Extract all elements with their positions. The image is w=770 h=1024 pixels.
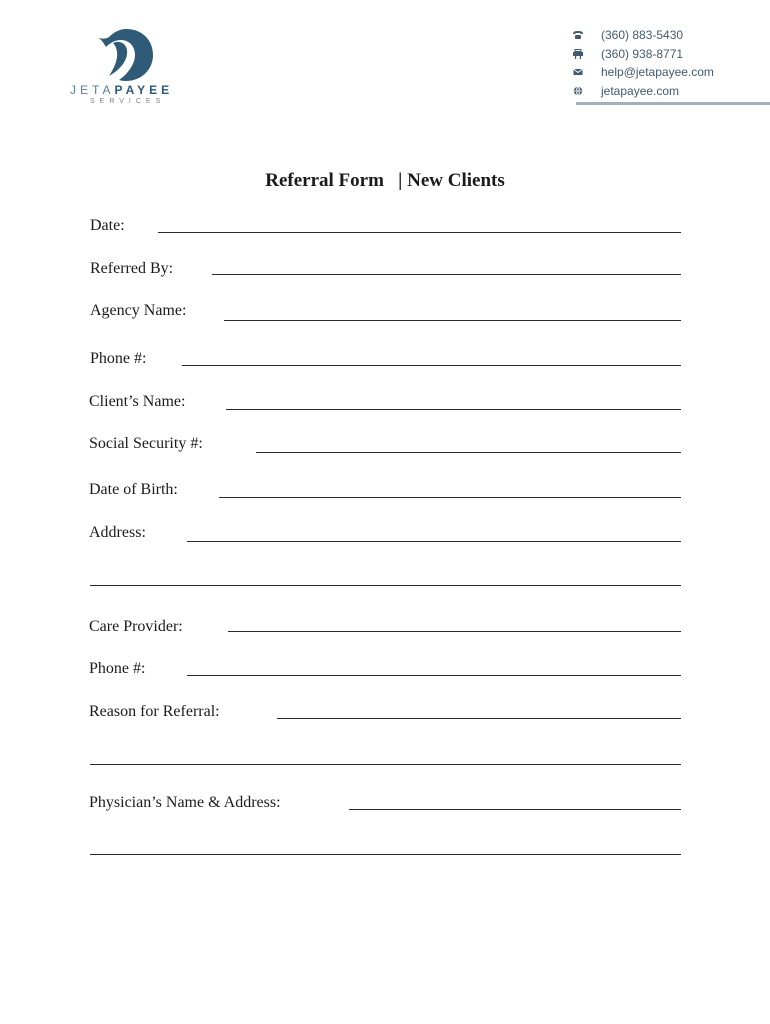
care-provider-label: Care Provider: [89, 618, 183, 635]
date-of-birth-label: Date of Birth: [89, 481, 178, 498]
contact-phone [572, 26, 770, 45]
address-label: Address: [89, 524, 146, 541]
physician-name-address-field[interactable] [349, 809, 681, 810]
date-field[interactable] [158, 232, 681, 233]
physician-name-address-label: Physician’s Name & Address: [89, 794, 281, 811]
care-provider-phone-label: Phone #: [89, 660, 146, 677]
brand-name [70, 83, 173, 97]
address-field-line-2[interactable] [90, 585, 681, 586]
contact-website-value[interactable]: jetapayee.com [601, 83, 680, 98]
physician-name-address-field-line-2[interactable] [90, 854, 681, 855]
referred-by-label: Referred By: [90, 260, 174, 277]
brand-subtitle: SERVICES [90, 98, 166, 105]
contact-fax [572, 45, 770, 64]
social-security-field[interactable] [256, 452, 681, 453]
date-of-birth-field[interactable] [219, 497, 681, 498]
fax-icon [572, 49, 584, 59]
contact-website [572, 82, 770, 101]
contact-fax-value: (360) 938-8771 [601, 46, 684, 61]
social-security-label: Social Security #: [89, 435, 203, 452]
bird-logo-icon [96, 28, 154, 82]
contact-email-value[interactable]: help@jetapayee.com [601, 65, 714, 79]
brand-name-part1: JETA [70, 83, 115, 97]
contact-phone-value[interactable]: (360) 883-5430 [601, 28, 684, 42]
address-field[interactable] [187, 541, 681, 542]
reason-for-referral-field-line-2[interactable] [90, 764, 681, 765]
header-divider [576, 102, 770, 105]
contact-email [572, 63, 770, 82]
care-provider-phone-field[interactable] [187, 675, 681, 676]
globe-icon [572, 86, 584, 96]
phone-label: Phone #: [90, 350, 147, 367]
agency-name-label: Agency Name: [90, 302, 187, 319]
phone-icon [572, 30, 584, 40]
email-icon [572, 67, 584, 77]
brand-name-part2: PAYEE [114, 83, 174, 97]
client-name-label: Client’s Name: [89, 393, 186, 410]
care-provider-field[interactable] [228, 631, 681, 632]
reason-for-referral-field[interactable] [277, 718, 681, 719]
phone-field[interactable] [182, 365, 681, 366]
referred-by-field[interactable] [212, 274, 681, 275]
company-logo [66, 28, 186, 110]
reason-for-referral-label: Reason for Referral: [89, 703, 220, 720]
agency-name-field[interactable] [224, 320, 681, 321]
form-title: Referral Form | New Clients [265, 170, 505, 191]
date-label: Date: [90, 217, 125, 234]
client-name-field[interactable] [226, 409, 681, 410]
contact-info [572, 26, 770, 100]
